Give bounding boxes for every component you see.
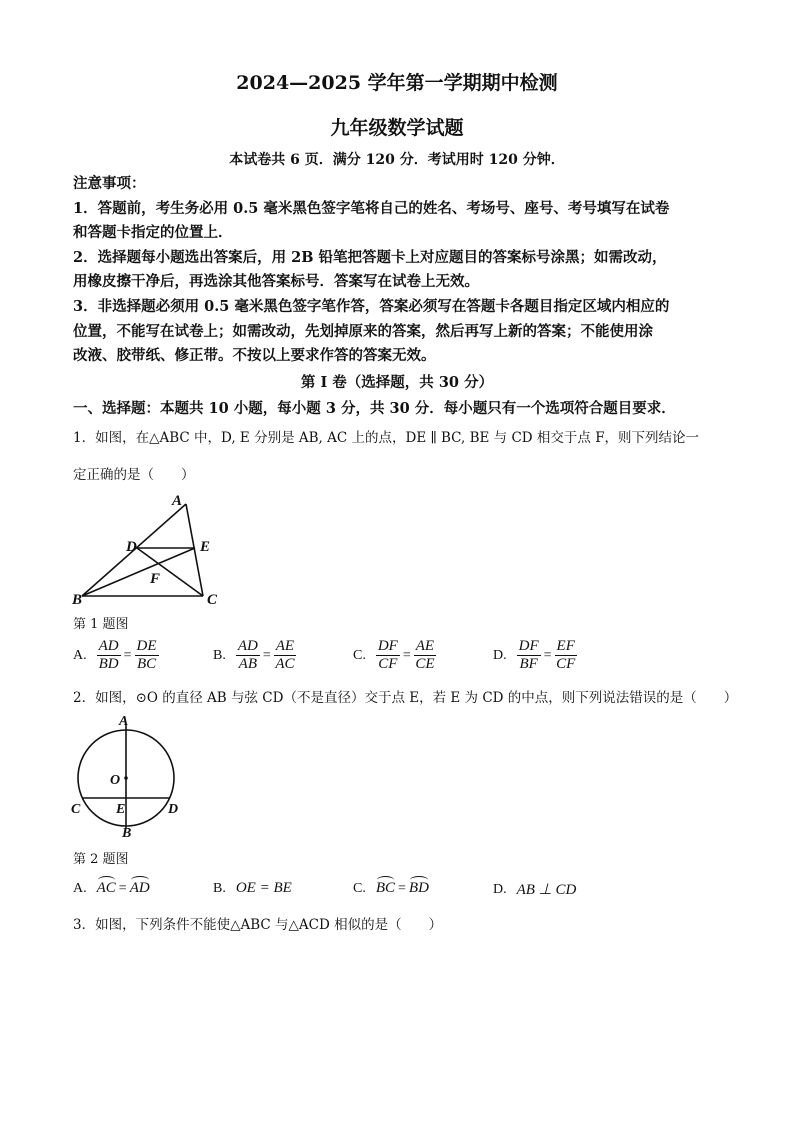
option-expression: AB ⊥ CD bbox=[516, 882, 577, 898]
center-point bbox=[124, 776, 128, 780]
label-c: C bbox=[207, 592, 218, 608]
notice-item-3-line-3: 改液、胶带纸、修正带。不按以上要求作答的答案无效。 bbox=[73, 347, 436, 364]
option-label: D. bbox=[493, 881, 507, 897]
notice-item-2-line-1: 2．选择题每小题选出答案后，用 2B 铅笔把答题卡上对应题目的答案标号涂黑；如需改动， bbox=[73, 249, 667, 266]
question-2-figure bbox=[68, 712, 188, 840]
option-label: C. bbox=[353, 647, 366, 663]
question-1-line-1: 1．如图，在△ABC 中，D, E 分别是 AB, AC 上的点，DE ∥ BC, BE 与 CD 相交于点 F，则下列结论一 bbox=[73, 430, 700, 446]
label-b: B bbox=[122, 826, 132, 840]
exam-title: 2024—2025 学年第一学期期中检测 bbox=[236, 72, 558, 94]
question-2-option-c[interactable]: C. BC = BD bbox=[353, 880, 429, 896]
question-2-option-d[interactable] bbox=[493, 880, 576, 899]
question-1-line-2: 定正确的是（ ） bbox=[73, 467, 195, 483]
notice-item-2-line-2: 用橡皮擦干净后，再选涂其他答案标号．答案写在试卷上无效。 bbox=[73, 273, 479, 290]
option-label: B. bbox=[213, 647, 226, 663]
option-label: B. bbox=[213, 880, 226, 896]
fraction: $\frac{DF}{CF}$ bbox=[377, 638, 398, 672]
fraction: $\frac{AE}{CE}$ bbox=[415, 638, 435, 672]
option-label: D. bbox=[493, 647, 507, 663]
section-heading: 第 I 卷（选择题，共 30 分） bbox=[300, 374, 494, 391]
arc-ac: AC bbox=[96, 880, 116, 896]
question-1-caption: 第 1 题图 bbox=[73, 617, 129, 632]
question-1-option-a[interactable]: A. $\frac{AD}{BD}$ = $\frac{DE}{BC}$ bbox=[73, 638, 157, 672]
option-label: A. bbox=[73, 647, 87, 663]
label-a: A bbox=[172, 493, 183, 509]
label-a: A bbox=[119, 714, 129, 729]
question-2-option-a[interactable]: A. AC = AD bbox=[73, 880, 150, 896]
question-1-option-b[interactable]: B. $\frac{AD}{AB}$ = $\frac{AE}{AC}$ bbox=[213, 638, 295, 672]
notice-item-1-line-1: 1．答题前，考生务必用 0.5 毫米黑色签字笔将自己的姓名、考场号、座号、考号填写在试卷 bbox=[73, 200, 670, 217]
fraction: $\frac{DE}{BC}$ bbox=[136, 638, 157, 672]
fraction: $\frac{AD}{AB}$ bbox=[237, 638, 258, 672]
fraction: $\frac{DF}{BF}$ bbox=[518, 638, 539, 672]
exam-subject: 九年级数学试题 bbox=[330, 117, 464, 139]
segment-be bbox=[82, 548, 195, 596]
question-2-caption: 第 2 题图 bbox=[73, 852, 129, 867]
label-b: B bbox=[72, 592, 83, 608]
fraction: $\frac{EF}{CF}$ bbox=[556, 638, 576, 672]
label-c: C bbox=[71, 802, 81, 817]
question-3-line-1: 3．如图，下列条件不能使△ABC 与△ACD 相似的是（ ） bbox=[73, 917, 443, 933]
question-1-option-d[interactable]: D. $\frac{DF}{BF}$ = $\frac{EF}{CF}$ bbox=[493, 638, 576, 672]
segment-cd bbox=[137, 548, 203, 596]
option-expression: OE = BE bbox=[235, 880, 292, 896]
fraction: $\frac{AD}{BD}$ bbox=[98, 638, 119, 672]
label-f: F bbox=[150, 571, 161, 587]
question-2-line-1: 2．如图，⊙O 的直径 AB 与弦 CD（不是直径）交于点 E，若 E 为 CD 的中点，则下列说法错误的是（ ） bbox=[73, 690, 738, 706]
arc-ad: AD bbox=[129, 880, 150, 896]
label-e: E bbox=[116, 802, 126, 817]
fraction: $\frac{AE}{AC}$ bbox=[275, 638, 295, 672]
part-heading: 一、选择题：本题共 10 小题，每小题 3 分，共 30 分．每小题只有一个选项符合题目要求． bbox=[73, 400, 676, 417]
question-1-figure bbox=[70, 490, 230, 608]
question-2-option-b[interactable] bbox=[213, 880, 292, 897]
notice-item-1-line-2: 和答题卡指定的位置上． bbox=[73, 224, 233, 241]
label-d: D bbox=[126, 539, 137, 555]
label-o: O bbox=[110, 773, 121, 788]
exam-info: 本试卷共 6 页．满分 120 分．考试用时 120 分钟． bbox=[229, 152, 565, 168]
question-1-option-c[interactable]: C. $\frac{DF}{CF}$ = $\frac{AE}{CE}$ bbox=[353, 638, 435, 672]
label-e: E bbox=[200, 539, 211, 555]
arc-bc: BC bbox=[375, 880, 396, 896]
option-label: A. bbox=[73, 880, 87, 896]
notice-heading: 注意事项： bbox=[73, 175, 146, 192]
label-d: D bbox=[168, 802, 179, 817]
option-label: C. bbox=[353, 880, 366, 896]
arc-bd: BD bbox=[408, 880, 429, 896]
notice-item-3-line-1: 3．非选择题必须用 0.5 毫米黑色签字笔作答，答案必须写在答题卡各题目指定区域内相应的 bbox=[73, 298, 670, 315]
notice-item-3-line-2: 位置，不能写在试卷上；如需改动，先划掉原来的答案，然后再写上新的答案；不能使用涂 bbox=[73, 323, 653, 340]
